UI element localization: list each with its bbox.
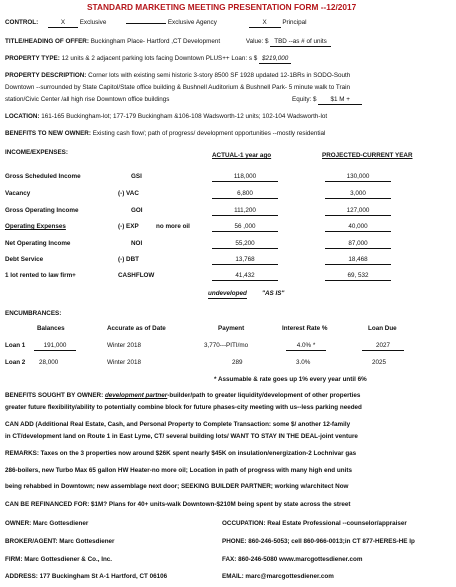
remarks-line-1: REMARKS: Taxes on the 3 properties now around $26K spent nearly $45K on insulation/energization-2 Lochnivar gas [5,450,357,457]
income-label: INCOME/EXPENSES: [5,149,68,156]
loan-balance: 28,000 [39,359,59,366]
loan-rate: 3.0% [296,359,311,366]
projected-column-header: PROJECTED-CURRENT YEAR [322,152,413,159]
income-row-code: (-) DBT [118,256,139,263]
encumbrance-header: Accurate as of Date [107,325,166,332]
income-row-projected: 127,000 [325,207,391,216]
description-line-2: Downtown --surrounded by State Capitol/State office building & Bushnell Auditorium & Bushnell Park- 5 minute walk to Train [5,84,350,91]
control-exclusive-label: Exclusive [79,19,107,26]
income-row-actual: 13,768 [212,256,278,265]
income-row-actual: 118,000 [212,173,278,182]
description-line-3: station/Civic Center /all high rise Downtown office buildings [5,96,170,103]
encumbrance-header: Interest Rate % [282,325,328,332]
loan-rate-value: 4.0% [296,342,312,349]
phone-numbers: PHONE: 860-246-5053; cell 860-966-0013;in CT 877-HERES-HE lp [222,538,415,545]
control-principal-mark: X [249,19,281,28]
loan-date: Winter 2018 [107,359,141,366]
description-line-1 [5,72,350,80]
owner-benefits-line-2: greater future flexibility/ability to potentially combine block for future phases-city meeting with us--less parking needed [5,404,362,411]
loan-date: Winter 2018 [107,342,141,349]
location-row [5,113,327,121]
income-row-code: CASHFLOW [118,272,155,279]
loan-rate [286,342,326,351]
income-row-projected: 69, 532 [325,272,391,281]
description-label: PROPERTY DESCRIPTION: [5,72,87,79]
can-add-line-1: CAN ADD (Additional Real Estate, Cash, and Personal Property to Complete Transaction: some $/ another 12-family [5,421,351,428]
offer-value: TBD --as # of units [270,38,331,47]
income-row-name: Vacancy [5,190,31,197]
income-row-code: (-) EXP [118,223,139,230]
income-row-name: Gross Operating Income [5,207,79,214]
property-type-label: PROPERTY TYPE: [5,55,60,62]
remarks-line-3: being rehabbed in Downtown; new assemblage next door; SEEKING BUILDER PARTNER; working w/architect Now [5,483,349,490]
income-row-projected: 87,000 [325,240,391,249]
control-agency-blank [126,23,166,24]
income-row-actual: 55,200 [212,240,278,249]
fax-and-website: FAX: 860-246-5080 www.marcgottesdiener.com [222,556,363,563]
income-row-note: no more oil [156,223,190,230]
equity-value: $1 M + [318,96,362,105]
as-is-note: "AS IS" [262,290,285,297]
equity-row [292,96,362,105]
owner-benefits-link: development partner [104,392,168,399]
address: ADDRESS: 177 Buckingham St A-1 Hartford, CT 06106 [5,573,168,580]
owner-benefits-line-1 [5,392,360,400]
income-row-code: GOI [131,207,143,214]
income-row-name: Operating Expenses [5,223,66,230]
income-row-projected: 18,468 [325,256,391,265]
loan-payment: 289 [232,359,243,366]
income-row-actual: 111,200 [212,207,278,216]
offer-label: TITLE/HEADING OF OFFER: [5,38,89,45]
income-row-projected: 40,000 [325,223,391,232]
income-row-projected: 3,000 [325,190,391,199]
income-row-name: Debt Service [5,256,44,263]
loan-balance: 191,000 [34,342,76,351]
can-add-line-2: in CT/development land on Route 1 in East Lyme, CT/ several building lots/ WANT TO STAY IN THE DEAL-joint venture [5,433,358,440]
description-text-1: Corner lots with existing semi historic 3-story 8500 SF 1928 updated 12-1BRs in SODO-South [88,72,351,79]
income-row-code: NOI [131,240,143,247]
new-owner-benefits-text: Existing cash flow/; path of progress/ development opportunities --mostly residential [92,130,326,137]
occupation: OCCUPATION: Real Estate Professional --counselor/appraiser [222,520,407,527]
control-label: CONTROL: [5,19,39,26]
control-agency-label: Exclusive Agency [167,19,217,26]
broker-name: BROKER/AGENT: Marc Gottesdiener [5,538,115,545]
encumbrance-header: Payment [218,325,245,332]
remarks-line-2: 286-boilers, new Turbo Max 65 gallon HW Heater-no more oil; Location in path of progress with many high end units [5,467,352,474]
loan-due: 2025 [372,359,387,366]
control-principal-label: Principal [282,19,307,26]
income-row-actual: 56 ,000 [212,223,278,232]
owner-name: OWNER: Marc Gottesdiener [5,520,89,527]
loan-name: Loan 1 [5,342,26,349]
loan-rate-mark: * [312,342,316,349]
location-text: 161-165 Buckingham-lot; 177-179 Buckingham &106-108 Wadsworth-12 units; 102-104 Wadsworth-lot [41,113,328,120]
income-row-code: (-) VAC [118,190,139,197]
income-row-actual: 6,800 [212,190,278,199]
property-type-text: 12 units & 2 adjacent parking lots facing Downtown PLUS++ Loan: s $ [61,55,258,62]
owner-benefits-label: BENEFITS SOUGHT BY OWNER: [5,392,104,399]
control-exclusive-mark: X [48,19,78,28]
offer-row [5,38,331,47]
income-row-name: Gross Scheduled Income [5,173,81,180]
actual-column-header: ACTUAL-1 year ago [212,152,272,159]
refinance-line: CAN BE REFINANCED FOR: $1M? Plans for 40+ units-walk Downtown-$210M being spent by state across the street [5,501,351,508]
encumbrance-header: Loan Due [368,325,397,332]
income-row-projected: 130,000 [325,173,391,182]
offer-value-label: Value: $ [245,38,269,45]
encumbrance-header: Balances [37,325,65,332]
income-row-actual: 41,432 [212,272,278,281]
loan-name: Loan 2 [5,359,26,366]
equity-label: Equity: $ [292,96,317,103]
email-address: EMAIL: marc@marcgottesdiener.com [222,573,334,580]
undeveloped-note: undeveloped [208,290,247,297]
control-row [5,19,307,28]
new-owner-benefits-row [5,130,325,138]
assumable-note: * Assumable & rate goes up 1% every year until 6% [214,376,367,383]
location-label: LOCATION: [5,113,40,120]
owner-benefits-text-1: -builder/path to greater liquidity/development of other properties [167,392,361,399]
firm-name: FIRM: Marc Gottesdiener & Co., Inc. [5,556,113,563]
offer-text: Buckingham Place- Hartford ,CT Development [90,38,221,45]
encumbrances-label: ENCUMBRANCES: [5,310,62,317]
property-type-row [5,55,291,64]
new-owner-benefits-label: BENEFITS TO NEW OWNER: [5,130,91,137]
form-title: STANDARD MARKETING MEETING PRESENTATION FORM --12/2017 [87,2,357,12]
loan-payment: 3,770---PITI/mo [204,342,249,349]
income-row-code: GSI [131,173,142,180]
income-row-name: Net Operating Income [5,240,71,247]
income-row-name: 1 lot rented to law firm+ [5,272,76,279]
property-loan-value: $219,000 [259,55,291,64]
loan-due: 2027 [362,342,404,351]
